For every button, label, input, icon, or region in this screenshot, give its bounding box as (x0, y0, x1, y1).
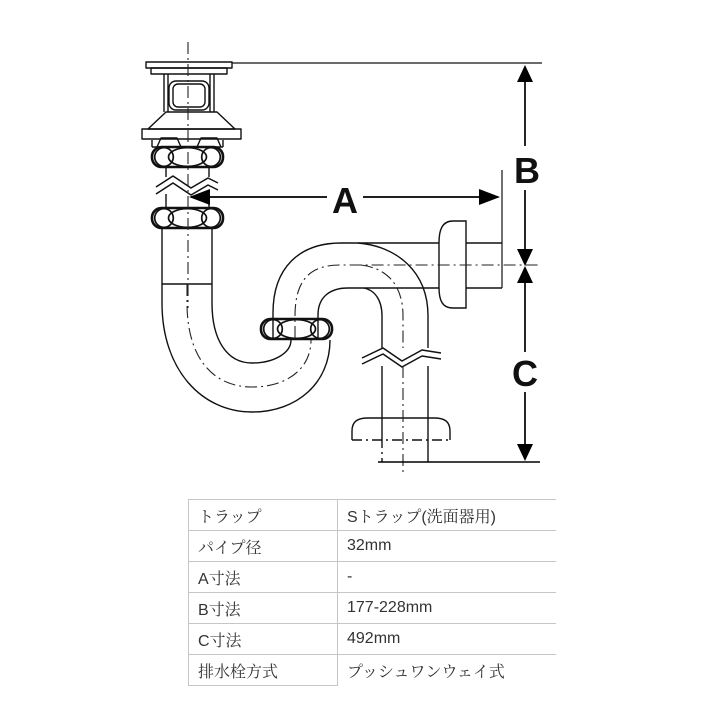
spec-label-drain-type: 排水栓方式 (189, 655, 338, 686)
spec-label-dim-c: C寸法 (189, 624, 338, 655)
outlet-elbow-and-floor-pipe (352, 243, 450, 462)
centerlines (187, 42, 541, 473)
drain-flange-top (146, 62, 232, 68)
arrow-b-bottom (517, 249, 533, 266)
arrow-c-bottom (517, 444, 533, 461)
spec-value-dim-b: 177-228mm (338, 593, 557, 624)
spec-value-drain-type: プッシュワンウェイ式 (347, 663, 505, 681)
table-row (189, 531, 557, 562)
inlet-pipe-lower-walls (162, 228, 212, 284)
trap-u-outer (162, 284, 330, 412)
dimension-label-c: C (512, 353, 538, 394)
union-nut-trap (261, 319, 332, 339)
reference-lines (232, 63, 542, 288)
spec-label-pipe-diameter: パイプ径 (189, 531, 338, 562)
popup-drain-assembly (142, 62, 241, 147)
trap-u-inner (212, 284, 291, 363)
spec-label-dim-b: B寸法 (189, 593, 338, 624)
table-row (189, 593, 557, 624)
spec-table (188, 499, 556, 686)
popup-plug-window-inner (173, 84, 205, 107)
arrow-a-left (189, 189, 210, 205)
spec-value-dim-a: - (338, 562, 557, 593)
spec-label-dim-a: A寸法 (189, 562, 338, 593)
union-nuts (152, 147, 332, 339)
trap-u-centerline (187, 284, 311, 387)
table-row (189, 500, 557, 531)
drain-base-plate (142, 129, 241, 139)
spec-label-trap: トラップ (189, 500, 338, 531)
trap-bend-inner (318, 288, 502, 338)
table-row (189, 562, 557, 593)
pipe-break-lower (362, 348, 441, 367)
dimension-label-b: B (514, 150, 540, 191)
table-row (189, 624, 557, 655)
drain-flange-step (151, 68, 227, 74)
table-row (189, 655, 557, 686)
dimension-arrowheads (189, 65, 533, 461)
dimension-label-a: A (332, 180, 358, 221)
arrow-a-right (479, 189, 500, 205)
spec-value-pipe-diameter: 32mm (338, 531, 557, 562)
elbow-outer (358, 243, 428, 348)
arrow-c-top (517, 266, 533, 283)
spec-value-dim-c: 492mm (338, 624, 557, 655)
inlet-pipe (156, 167, 218, 284)
spec-value-trap: Sトラップ(洗面器用) (338, 500, 557, 531)
floor-flange-dome (352, 418, 450, 440)
trap-bend-outer (273, 243, 502, 338)
arrow-b-top (517, 65, 533, 82)
elbow-inner (364, 288, 382, 348)
drain-cone (148, 112, 235, 129)
downpipe-walls (382, 366, 428, 440)
